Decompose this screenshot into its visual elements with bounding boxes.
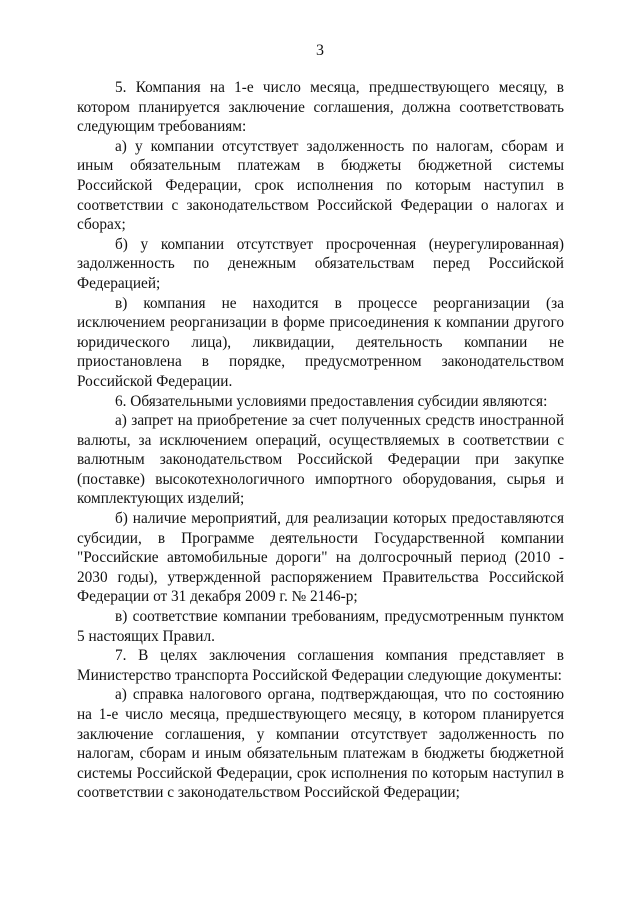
document-body	[77, 78, 564, 803]
paragraph-5b: б) у компании отсутствует просроченная (неурегулированная) задолженность по денежным обязательствам перед Российской Федерацией;	[77, 235, 564, 292]
paragraph-5a: а) у компании отсутствует задолженность по налогам, сборам и иным обязательным платежам в бюджеты бюджетной системы Российской Федерации, срок исполнения по которым наступил в соответствии с законодательством Российской Федерации о налогах и сборах;	[77, 137, 564, 234]
paragraph-6a: а) запрет на приобретение за счет полученных средств иностранной валюты, за исключением операций, осуществляемых в соответствии с валютным законодательством Российской Федерации при закупке (поставке) высокотехнологичного импортного оборудования, сырья и комплектующих изделий;	[77, 412, 564, 508]
paragraph-6v: в) соответствие компании требованиям, предусмотренным пунктом 5 настоящих Правил.	[77, 608, 564, 645]
paragraph-6b: б) наличие мероприятий, для реализации которых предоставляются субсидии, в Программе деятельности Государственной компании "Российские автомобильные дороги" на долгосрочный период (2010 - 2030 годы), утвержденной распоряжением Правительства Российской Федерации от 31 декабря 2009 г. № 2146-р;	[77, 510, 564, 606]
paragraph-6: 6. Обязательными условиями предоставления субсидии являются:	[115, 392, 548, 410]
paragraph-7a: а) справка налогового органа, подтверждающая, что по состоянию на 1-е число месяца, предшествующего месяцу, в котором планируется заключение соглашения, у компании отсутствует задолженность по налогам, сборам и иным обязательным платежам в бюджеты бюджетной системы Российской Федерации, срок исполнения по которым наступил в соответствии с законодательством Российской Федерации;	[77, 686, 564, 802]
page-number: 3	[316, 42, 324, 59]
paragraph-5v: в) компания не находится в процессе реорганизации (за исключением реорганизации в форме присоединения к компании другого юридического лица), ликвидации, деятельность компании не приостановлена в порядке, предусмотренном законодательством Российской Федерации.	[77, 294, 564, 390]
paragraph-5: 5. Компания на 1-е число месяца, предшествующего месяцу, в котором планируется заключение соглашения, должна соответствовать следующим требованиям:	[77, 79, 564, 136]
paragraph-7: 7. В целях заключения соглашения компания представляет в Министерство транспорта Российской Федерации следующие документы:	[77, 647, 564, 684]
